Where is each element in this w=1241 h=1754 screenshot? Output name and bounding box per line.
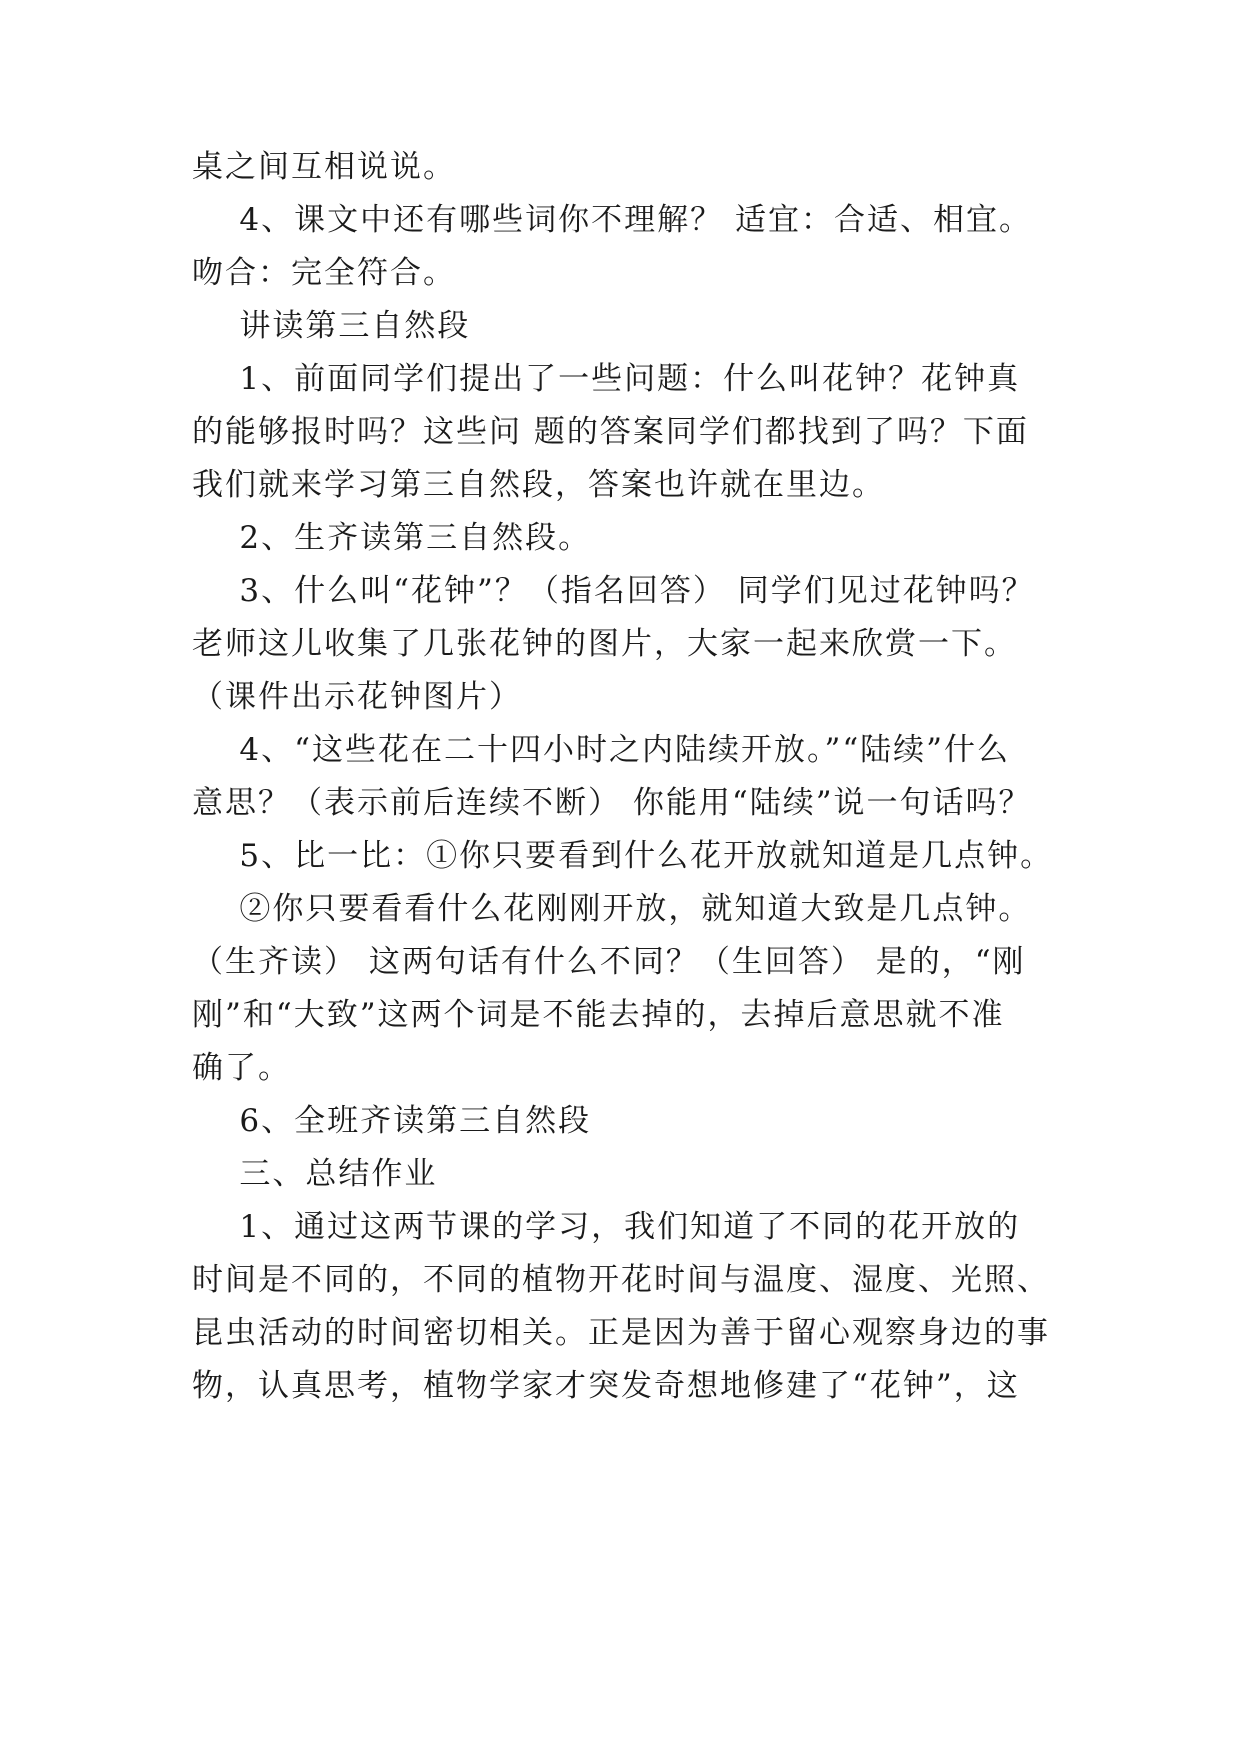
text-line: 1、前面同学们提出了一些问题：什么叫花钟？花钟真 bbox=[192, 361, 1021, 397]
text-line: 时间是不同的，不同的植物开花时间与温度、湿度、光照、 bbox=[192, 1262, 1050, 1298]
text-line: 昆虫活动的时间密切相关。正是因为善于留心观察身边的事 bbox=[192, 1315, 1050, 1351]
text-line: 4、“这些花在二十四小时之内陆续开放。”“陆续”什么 bbox=[192, 732, 1011, 768]
text-line: 5、比一比：①你只要看到什么花开放就知道是几点钟。 bbox=[192, 838, 1054, 874]
text-line: 桌之间互相说说。 bbox=[192, 149, 456, 185]
text-line: 物，认真思考，植物学家才突发奇想地修建了“花钟”，这 bbox=[192, 1368, 1020, 1404]
text-line: 意思？（表示前后连续不断） 你能用“陆续”说一句话吗？ bbox=[192, 785, 1032, 821]
text-line: 确了。 bbox=[192, 1050, 291, 1086]
text-line: 我们就来学习第三自然段，答案也许就在里边。 bbox=[192, 467, 885, 503]
text-line: （课件出示花钟图片） bbox=[192, 679, 522, 715]
text-line: 4、课文中还有哪些词你不理解？ 适宜：合适、相宜。 bbox=[192, 202, 1032, 238]
text-line: 的能够报时吗？这些问 题的答案同学们都找到了吗？下面 bbox=[192, 414, 1029, 450]
text-line: 讲读第三自然段 bbox=[192, 308, 471, 344]
text-line: 老师这儿收集了几张花钟的图片，大家一起来欣赏一下。 bbox=[192, 626, 1017, 662]
text-line: 3、什么叫“花钟”？（指名回答） 同学们见过花钟吗？ bbox=[192, 573, 1035, 609]
text-line: 6、全班齐读第三自然段 bbox=[192, 1103, 592, 1139]
text-line: ②你只要看看什么花刚刚开放，就知道大致是几点钟。 bbox=[192, 891, 1032, 927]
text-line: 吻合：完全符合。 bbox=[192, 255, 456, 291]
text-line: 1、通过这两节课的学习，我们知道了不同的花开放的 bbox=[192, 1209, 1021, 1245]
text-line: （生齐读） 这两句话有什么不同？（生回答） 是的，“刚 bbox=[192, 944, 1026, 980]
text-line: 2、生齐读第三自然段。 bbox=[192, 520, 592, 556]
text-line: 刚”和“大致”这两个词是不能去掉的，去掉后意思就不准 bbox=[192, 997, 1005, 1033]
text-line: 三、总结作业 bbox=[192, 1156, 438, 1192]
